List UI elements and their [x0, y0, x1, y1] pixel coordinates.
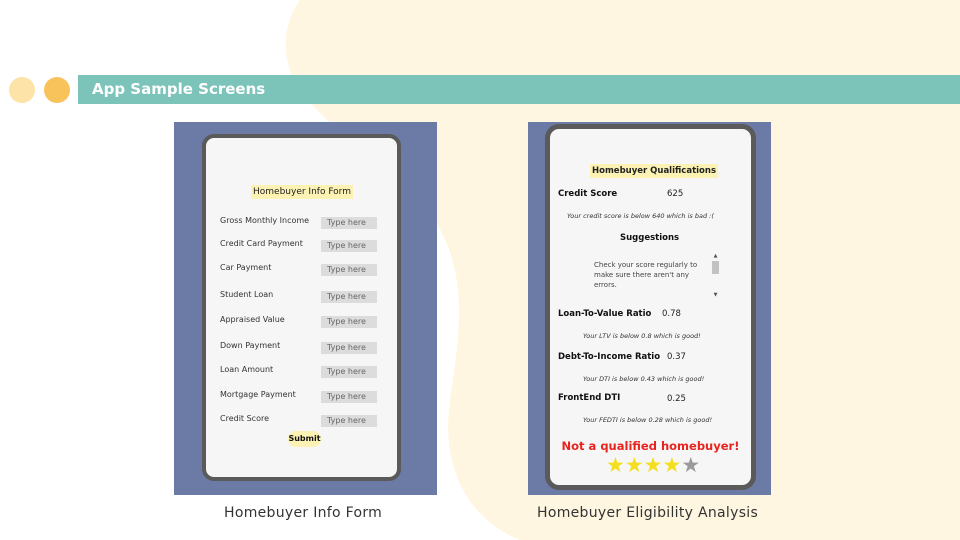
phone-frame — [202, 134, 401, 481]
analysis-screenshot-panel — [528, 122, 771, 495]
mortgage-payment-input[interactable]: Type here — [321, 391, 377, 403]
scroll-thumb[interactable] — [712, 261, 719, 274]
field-label: Down Payment — [220, 341, 281, 350]
field-label: Student Loan — [220, 290, 274, 299]
field-label: Loan Amount — [220, 365, 274, 374]
car-payment-input[interactable]: Type here — [321, 264, 377, 276]
fedti-label: FrontEnd DTI — [558, 393, 621, 403]
fedti-note: Your FEDTI is below 0.28 which is good! — [583, 416, 713, 424]
credit-score-input[interactable]: Type here — [321, 415, 377, 427]
form-row-credit-card — [220, 239, 390, 253]
analysis-caption: Homebuyer Eligibility Analysis — [537, 505, 759, 521]
qualification-verdict: Not a qualified homebuyer! — [561, 439, 740, 453]
field-label: Credit Card Payment — [220, 239, 303, 248]
credit-score-value: 625 — [667, 189, 684, 199]
dti-value: 0.37 — [667, 352, 686, 362]
loan-amount-input[interactable]: Type here — [321, 366, 377, 378]
dti-note: Your DTI is below 0.43 which is good! — [583, 375, 705, 383]
ltv-label: Loan-To-Value Ratio — [558, 309, 652, 319]
rating-stars — [606, 454, 700, 476]
down-payment-input[interactable]: Type here — [321, 342, 377, 354]
credit-card-input[interactable]: Type here — [321, 240, 377, 252]
star-filled-icon: ★ — [624, 453, 644, 477]
ltv-note: Your LTV is below 0.8 which is good! — [583, 332, 701, 340]
decorative-dot-dark — [44, 77, 70, 103]
fedti-value: 0.25 — [667, 394, 686, 404]
credit-score-note: Your credit score is below 640 which is bad :( — [567, 212, 714, 220]
form-screenshot-panel — [174, 122, 437, 495]
suggestions-box[interactable] — [588, 250, 720, 301]
appraised-value-input[interactable]: Type here — [321, 316, 377, 328]
form-row-gross-income — [220, 216, 390, 230]
field-label: Credit Score — [220, 414, 270, 423]
scroll-down-arrow-icon[interactable]: ▼ — [713, 292, 718, 298]
form-row-appraised-value — [220, 315, 390, 329]
decorative-dot-light — [9, 77, 35, 103]
form-row-mortgage-payment — [220, 390, 390, 404]
field-label: Gross Monthly Income — [220, 216, 310, 225]
field-label: Appraised Value — [220, 315, 285, 324]
scroll-up-arrow-icon[interactable]: ▲ — [713, 253, 718, 259]
ltv-value: 0.78 — [662, 309, 681, 319]
form-caption: Homebuyer Info Form — [224, 505, 383, 521]
form-title: Homebuyer Info Form — [253, 187, 351, 197]
field-label: Car Payment — [220, 263, 272, 272]
phone-frame — [545, 124, 756, 490]
suggestions-scrollbar[interactable] — [711, 252, 720, 299]
qualifications-title: Homebuyer Qualifications — [592, 166, 717, 176]
suggestions-text: Check your score regularly to make sure there aren't any errors. — [594, 261, 698, 289]
gross-income-input[interactable]: Type here — [321, 217, 377, 229]
student-loan-input[interactable]: Type here — [321, 291, 377, 303]
star-empty-icon: ★ — [681, 453, 701, 477]
field-label: Mortgage Payment — [220, 390, 296, 399]
form-row-down-payment — [220, 341, 390, 355]
suggestions-title: Suggestions — [620, 233, 680, 243]
form-row-student-loan — [220, 290, 390, 304]
form-row-credit-score — [220, 414, 390, 428]
form-row-car-payment — [220, 263, 390, 277]
section-banner: App Sample Screens — [78, 75, 960, 104]
dti-label: Debt-To-Income Ratio — [558, 352, 661, 362]
star-filled-icon: ★ — [662, 453, 682, 477]
submit-button[interactable]: Submit — [288, 431, 321, 447]
credit-score-label: Credit Score — [558, 189, 618, 199]
star-filled-icon: ★ — [643, 453, 663, 477]
star-filled-icon: ★ — [606, 453, 625, 477]
form-row-loan-amount — [220, 365, 390, 379]
